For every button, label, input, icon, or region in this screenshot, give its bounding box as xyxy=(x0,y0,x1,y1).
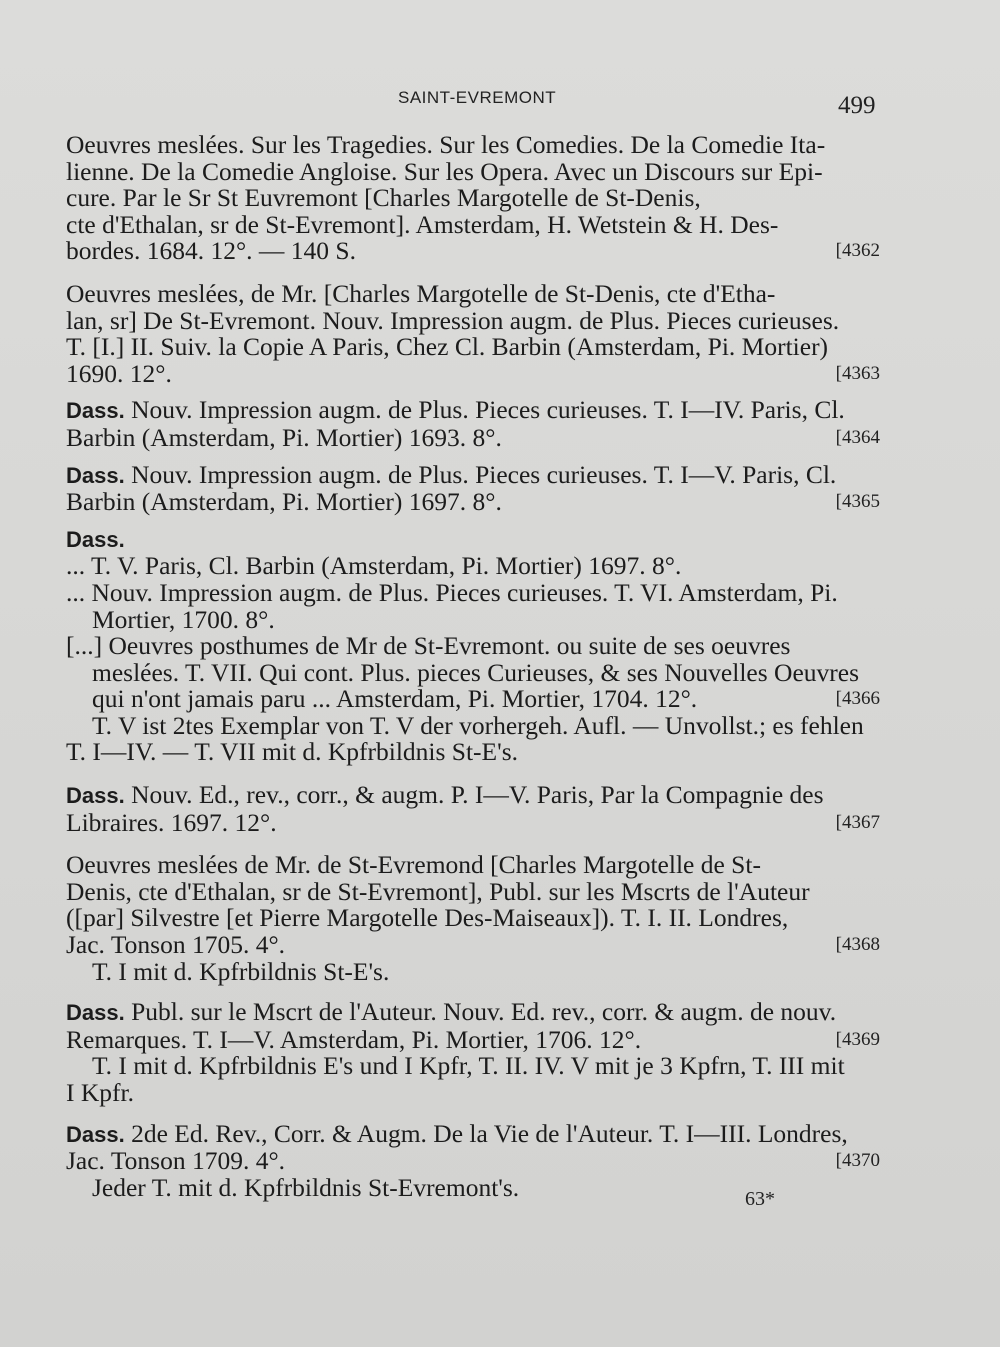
entry-number: [4367 xyxy=(835,811,880,833)
entry-line: ... Nouv. Impression augm. de Plus. Pieces curieuses. T. VI. Amsterdam, Pi. xyxy=(66,577,838,607)
catalog-entry xyxy=(66,997,880,1107)
entry-lead: Dass. xyxy=(66,1121,125,1147)
entry-line: meslées. T. VII. Qui cont. Plus. pieces Curieuses, & ses Nouvelles Oeuvres xyxy=(92,657,859,687)
entry-lead: Dass. xyxy=(66,1000,125,1026)
entry-line-text: Remarques. T. I—V. Amsterdam, Pi. Mortier, 1706. 12°. xyxy=(66,1024,642,1054)
entry-line xyxy=(66,1118,874,1149)
entry-line: [...] Oeuvres posthumes de Mr de St-Evremont. ou suite de ses oeuvres xyxy=(66,631,791,661)
entry-line xyxy=(66,397,874,425)
entry-line-text: bordes. 1684. 12°. — 140 S. xyxy=(66,236,356,266)
entry-line xyxy=(66,999,874,1027)
entry-line: ... T. V. Paris, Cl. Barbin (Amsterdam, Pi. Mortier) 1697. 8°. xyxy=(66,551,682,581)
entry-line: cure. Par le Sr St Euvremont [Charles Margotelle de St-Denis, xyxy=(66,183,701,213)
entry-line-text: Publ. sur le Mscrt de l'Auteur. Nouv. Ed. rev., corr. & augm. de nouv. xyxy=(124,997,837,1027)
catalog-entry xyxy=(66,526,880,767)
entry-number: [4370 xyxy=(835,1150,880,1172)
entry-line-text: Libraires. 1697. 12°. xyxy=(66,807,277,837)
entry-lead: Dass. xyxy=(66,462,125,488)
entry-note-line: T. I—IV. — T. VII mit d. Kpfrbildnis St-E's. xyxy=(66,737,519,767)
entry-note-line: T. V ist 2tes Exemplar von T. V der vorhergeh. Aufl. — Unvollst.; es fehlen xyxy=(92,710,864,740)
page-number: 499 xyxy=(838,92,876,119)
entry-line: Denis, cte d'Ethalan, sr de St-Evremont], Publ. sur les Mscrts de l'Auteur xyxy=(66,876,810,906)
entry-line xyxy=(66,236,880,266)
entry-line-text: Nouv. Ed., rev., corr., & augm. P. I—V. Paris, Par la Compagnie des xyxy=(124,780,824,810)
entry-number: [4364 xyxy=(835,426,880,448)
entry-note-line: Jeder T. mit d. Kpfrbildnis St-Evremont's. xyxy=(92,1172,520,1202)
catalog-entry xyxy=(66,395,880,452)
entry-line: Oeuvres meslées de Mr. de St-Evremond [Charles Margotelle de St- xyxy=(66,850,761,880)
entry-line xyxy=(66,526,874,554)
entry-line-text: 2de Ed. Rev., Corr. & Augm. De la Vie de l'Auteur. T. I—III. Londres, xyxy=(124,1118,848,1148)
entry-line xyxy=(66,807,880,837)
entry-number: [4369 xyxy=(835,1028,880,1050)
entry-line: cte d'Ethalan, sr de St-Evremont]. Amsterdam, H. Wetstein & H. Des- xyxy=(66,209,779,239)
catalog-entries xyxy=(66,130,880,1202)
entry-line: T. [I.] II. Suiv. la Copie A Paris, Chez Cl. Barbin (Amsterdam, Pi. Mortier) xyxy=(66,332,829,362)
entry-line-text: Barbin (Amsterdam, Pi. Mortier) 1697. 8°. xyxy=(66,487,502,517)
entry-line-text: Jac. Tonson 1705. 4°. xyxy=(66,930,286,960)
entry-number: [4362 xyxy=(835,240,880,262)
entry-lead: Dass. xyxy=(66,526,125,552)
catalog-entry xyxy=(66,130,880,266)
entry-line xyxy=(66,930,880,960)
entry-number: [4363 xyxy=(835,362,880,384)
entry-number: [4366 xyxy=(835,688,880,710)
entry-lead: Dass. xyxy=(66,398,125,424)
entry-note-line: T. I mit d. Kpfrbildnis E's und I Kpfr, T. II. IV. V mit je 3 Kpfrn, T. III mit xyxy=(92,1051,845,1081)
catalog-entry xyxy=(66,850,880,986)
entry-line: lienne. De la Comedie Angloise. Sur les Opera. Avec un Discours sur Epi- xyxy=(66,156,823,186)
entry-line: Oeuvres meslées. Sur les Tragedies. Sur les Comedies. De la Comedie Ita- xyxy=(66,130,826,159)
catalog-entry xyxy=(66,459,880,517)
entry-line: lan, sr] De St-Evremont. Nouv. Impression augm. de Plus. Pieces curieuses. xyxy=(66,305,840,335)
entry-number: [4368 xyxy=(835,934,880,956)
entry-line-text: Nouv. Impression augm. de Plus. Pieces curieuses. T. I—IV. Paris, Cl. xyxy=(124,395,845,425)
entry-line-text: Barbin (Amsterdam, Pi. Mortier) 1693. 8°. xyxy=(66,422,502,452)
entry-line xyxy=(66,358,880,388)
entry-line: ([par] Silvestre [et Pierre Margotelle Des-Maiseaux]). T. I. II. Londres, xyxy=(66,903,789,933)
signature-mark: 63* xyxy=(745,1188,775,1210)
entry-line: Mortier, 1700. 8°. xyxy=(92,604,275,634)
entry-line xyxy=(66,487,880,517)
entry-line-text: Nouv. Impression augm. de Plus. Pieces curieuses. T. I—V. Paris, Cl. xyxy=(124,459,837,489)
entry-line xyxy=(66,782,874,810)
entry-line-text: qui n'ont jamais paru ... Amsterdam, Pi. Mortier, 1704. 12°. xyxy=(92,684,698,714)
entry-line xyxy=(66,422,880,452)
entry-number: [4365 xyxy=(835,491,880,513)
entry-line-text: Jac. Tonson 1709. 4°. xyxy=(66,1146,286,1176)
entry-line-text: 1690. 12°. xyxy=(66,358,172,388)
catalog-entry xyxy=(66,278,880,388)
entry-note-line: T. I mit d. Kpfrbildnis St-E's. xyxy=(92,956,390,986)
catalog-entry xyxy=(66,780,880,837)
entry-lead: Dass. xyxy=(66,783,125,809)
entry-note-line: I Kpfr. xyxy=(66,1078,134,1107)
entry-line xyxy=(66,1024,880,1054)
entry-line xyxy=(66,459,874,490)
entry-line xyxy=(66,684,880,714)
entry-line: Oeuvres meslées, de Mr. [Charles Margotelle de St-Denis, cte d'Etha- xyxy=(66,278,776,308)
entry-line xyxy=(66,1146,880,1176)
running-head: SAINT-EVREMONT xyxy=(398,88,557,107)
